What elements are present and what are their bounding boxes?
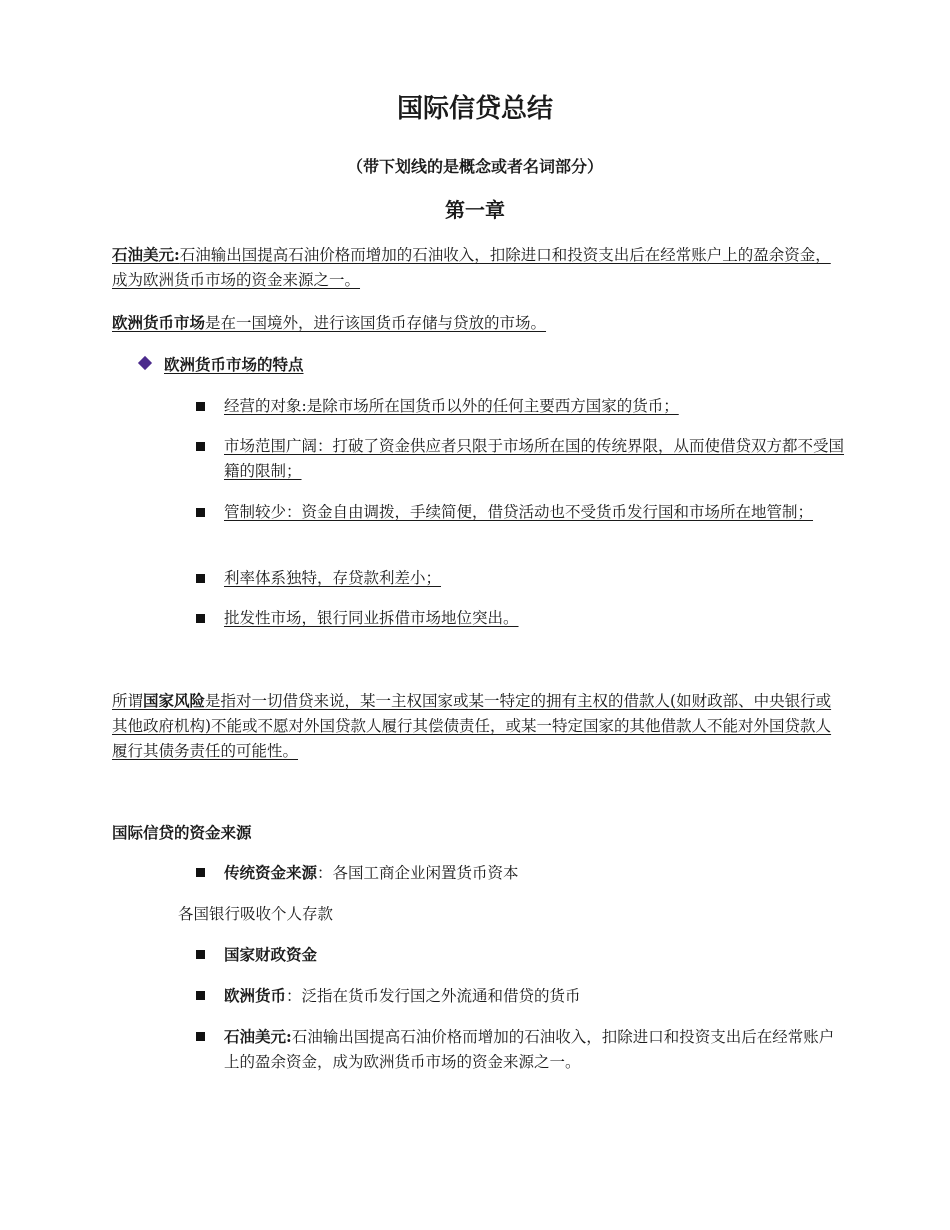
petro-label: 石油美元: bbox=[224, 1027, 292, 1046]
euro-market-text: 是在一国境外，进行该国货币存储与贷放的市场。 bbox=[205, 314, 547, 332]
feature-item-text: 利率体系独特，存贷款利差小； bbox=[224, 569, 442, 587]
document-subtitle: （带下划线的是概念或者名词部分） bbox=[346, 157, 603, 176]
feature-item bbox=[196, 394, 846, 419]
square-bullet-icon bbox=[196, 991, 205, 1000]
petro-text: 石油输出国提高石油价格而增加的石油收入，扣除进口和投资支出后在经常账户上的盈余资金，成为欧洲货币市场的资金来源之一。 bbox=[224, 1028, 835, 1071]
feature-item bbox=[196, 434, 846, 484]
funding-item-text bbox=[224, 983, 846, 1009]
square-bullet-icon bbox=[196, 442, 205, 451]
square-bullet-icon bbox=[196, 868, 205, 877]
traditional-label: 传统资金来源 bbox=[224, 863, 318, 882]
petrodollar-term: 石油美元: bbox=[112, 245, 180, 264]
feature-item-text: 市场范围广阔：打破了资金供应者只限于市场所在国的传统界限，从而使借贷双方都不受国籍的限制； bbox=[224, 437, 845, 480]
country-risk-definition bbox=[112, 688, 840, 764]
document-title: 国际信贷总结 bbox=[396, 94, 553, 124]
features-heading-row bbox=[140, 352, 304, 378]
features-heading: 欧洲货币市场的特点 bbox=[164, 355, 304, 374]
euro-market-definition bbox=[112, 310, 840, 336]
country-risk-prefix: 所谓 bbox=[112, 692, 144, 710]
chapter-heading: 第一章 bbox=[445, 198, 505, 222]
feature-item-text: 管制较少：资金自由调拨，手续简便，借贷活动也不受货币发行国和市场所在地管制； bbox=[224, 503, 814, 521]
country-risk-term: 国家风险 bbox=[143, 691, 206, 710]
square-bullet-icon bbox=[196, 1032, 205, 1041]
funding-item bbox=[196, 983, 846, 1009]
funding-item-text bbox=[224, 860, 846, 886]
feature-item bbox=[196, 566, 846, 591]
euro-text: ：泛指在货币发行国之外流通和借贷的货币 bbox=[286, 987, 581, 1005]
petrodollar-definition bbox=[112, 242, 840, 293]
funding-item bbox=[196, 1024, 836, 1075]
fiscal-label: 国家财政资金 bbox=[224, 945, 318, 964]
diamond-bullet-icon bbox=[138, 356, 152, 370]
traditional-text: ：各国工商企业闲置货币资本 bbox=[317, 864, 519, 882]
funding-item-text bbox=[224, 1024, 836, 1075]
square-bullet-icon bbox=[196, 574, 205, 583]
country-risk-text: 是指对一切借贷来说，某一主权国家或某一特定的拥有主权的借款人(如财政部、中央银行或其他政府机构)不能或不愿对外国贷款人履行其偿债责任，或某一特定国家的其他借款人不能对外国贷款人履行其债务责任的可能性。 bbox=[112, 692, 832, 760]
feature-item-text: 经营的对象:是除市场所在国货币以外的任何主要西方国家的货币； bbox=[224, 397, 679, 415]
square-bullet-icon bbox=[196, 614, 205, 623]
funding-heading: 国际信贷的资金来源 bbox=[112, 823, 252, 842]
funding-item bbox=[196, 942, 846, 967]
square-bullet-icon bbox=[196, 508, 205, 517]
petrodollar-text: 石油输出国提高石油价格而增加的石油收入，扣除进口和投资支出后在经常账户上的盈余资金，成为欧洲货币市场的资金来源之一。 bbox=[112, 246, 831, 289]
feature-item-text: 批发性市场，银行同业拆借市场地位突出。 bbox=[224, 609, 519, 627]
square-bullet-icon bbox=[196, 402, 205, 411]
feature-item bbox=[196, 606, 846, 631]
feature-item bbox=[196, 500, 846, 525]
euro-label: 欧洲货币 bbox=[224, 986, 287, 1005]
square-bullet-icon bbox=[196, 950, 205, 959]
funding-item bbox=[196, 860, 846, 886]
euro-market-term: 欧洲货币市场 bbox=[112, 313, 206, 332]
bank-deposits-line: 各国银行吸收个人存款 bbox=[178, 905, 334, 923]
